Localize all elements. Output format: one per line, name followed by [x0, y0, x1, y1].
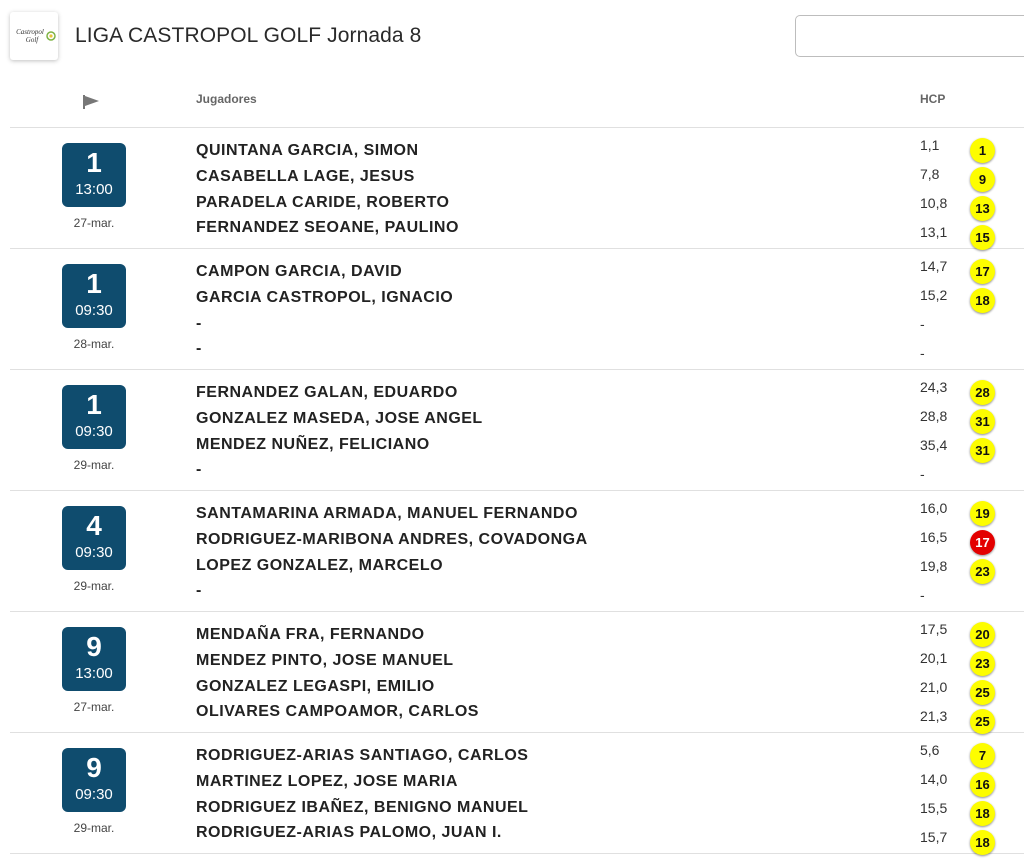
handicap-row	[920, 677, 1020, 706]
player-name[interactable]: -	[196, 314, 202, 332]
player-name[interactable]: MENDEZ PINTO, JOSE MANUEL	[196, 651, 454, 669]
handicap-index: -	[920, 345, 925, 361]
flag-icon	[82, 95, 100, 109]
starting-hole: 9	[86, 631, 102, 662]
sun-icon	[47, 32, 55, 40]
playing-handicap-badge: 17	[970, 530, 995, 555]
tee-date: 27-mar.	[73, 700, 115, 714]
handicap-list	[920, 256, 1020, 372]
handicap-index: -	[920, 316, 925, 332]
starting-hole: 4	[86, 510, 102, 541]
handicap-index: 28,8	[920, 408, 948, 424]
tee-date: 27-mar.	[73, 216, 115, 230]
handicap-index: 14,7	[920, 258, 948, 274]
header	[0, 0, 1024, 80]
club-logo-graphic	[10, 12, 58, 60]
handicap-index: 15,2	[920, 287, 948, 303]
handicap-row	[920, 406, 1020, 435]
player-name[interactable]: GONZALEZ LEGASPI, EMILIO	[196, 677, 435, 695]
handicap-row	[920, 798, 1020, 827]
handicap-row	[920, 827, 1020, 856]
player-name[interactable]: -	[196, 340, 202, 358]
player-name[interactable]: LOPEZ GONZALEZ, MARCELO	[196, 556, 444, 574]
club-logo[interactable]	[10, 12, 58, 60]
player-name[interactable]: QUINTANA GARCIA, SIMON	[196, 142, 419, 159]
playing-handicap-badge: 28	[970, 380, 995, 405]
handicap-index: 5,6	[920, 742, 940, 758]
handicap-row	[920, 740, 1020, 769]
player-name[interactable]: -	[196, 461, 202, 479]
logo-text-bottom: Golf	[25, 36, 39, 44]
handicap-index: 21,0	[920, 679, 948, 695]
tee-group[interactable]	[10, 491, 1024, 612]
starting-hole: 1	[86, 268, 102, 299]
player-name[interactable]: CASABELLA LAGE, JESUS	[196, 167, 415, 185]
player-name[interactable]: GARCIA CASTROPOL, IGNACIO	[196, 288, 454, 306]
tee-group[interactable]	[10, 249, 1024, 370]
handicap-index: 14,0	[920, 771, 948, 787]
player-name[interactable]: GONZALEZ MASEDA, JOSE ANGEL	[196, 409, 483, 427]
handicap-row	[920, 498, 1020, 527]
playing-handicap-badge: 15	[970, 225, 995, 250]
page-title: LIGA CASTROPOL GOLF Jornada 8	[75, 24, 422, 47]
handicap-index: 17,5	[920, 621, 948, 637]
handicap-index: 7,8	[920, 166, 940, 182]
handicap-row	[920, 285, 1020, 314]
tee-date: 28-mar.	[73, 337, 115, 351]
player-list	[196, 380, 483, 483]
tee-time: 13:00	[75, 665, 113, 682]
handicap-row	[920, 648, 1020, 677]
tee-time: 09:30	[75, 302, 113, 319]
tee-time-list	[10, 127, 1024, 854]
handicap-index: 24,3	[920, 379, 948, 395]
player-name[interactable]: RODRIGUEZ-ARIAS SANTIAGO, CARLOS	[196, 747, 529, 764]
starting-hole: 9	[86, 752, 102, 783]
tee-group[interactable]	[10, 733, 1024, 854]
tee-time: 09:30	[75, 423, 113, 440]
tee-time-box[interactable]	[62, 385, 126, 449]
playing-handicap-badge: 17	[970, 259, 995, 284]
player-list	[196, 622, 479, 725]
player-name[interactable]: -	[196, 582, 202, 600]
handicap-index: 1,1	[920, 137, 940, 153]
player-name[interactable]: RODRIGUEZ-ARIAS PALOMO, JUAN I.	[196, 824, 502, 842]
playing-handicap-badge: 25	[970, 680, 995, 705]
player-list	[196, 501, 588, 604]
playing-handicap-badge: 20	[970, 622, 995, 647]
player-name[interactable]: PARADELA CARIDE, ROBERTO	[196, 193, 450, 211]
handicap-row	[920, 314, 1020, 343]
handicap-row	[920, 619, 1020, 648]
column-header-hcp[interactable]: HCP	[920, 92, 946, 106]
column-header-players[interactable]: Jugadores	[196, 92, 257, 106]
search-input[interactable]	[795, 15, 1024, 57]
tee-time: 09:30	[75, 544, 113, 561]
playing-handicap-badge: 23	[970, 559, 995, 584]
playing-handicap-badge: 31	[970, 409, 995, 434]
playing-handicap-badge: 1	[970, 138, 995, 163]
handicap-index: 10,8	[920, 195, 948, 211]
handicap-row	[920, 256, 1020, 285]
handicap-list	[920, 135, 1020, 251]
player-list	[196, 743, 528, 846]
tee-group[interactable]	[10, 370, 1024, 491]
handicap-row	[920, 527, 1020, 556]
player-name[interactable]: FERNANDEZ SEOANE, PAULINO	[196, 219, 459, 237]
handicap-row	[920, 769, 1020, 798]
playing-handicap-badge: 25	[970, 709, 995, 734]
starting-hole: 1	[86, 389, 102, 420]
player-name[interactable]: MENDAÑA FRA, FERNANDO	[196, 626, 425, 643]
handicap-row	[920, 585, 1020, 614]
playing-handicap-badge: 18	[970, 801, 995, 826]
starting-hole: 1	[86, 147, 102, 178]
handicap-row	[920, 464, 1020, 493]
handicap-index: -	[920, 466, 925, 482]
tee-time-box[interactable]	[62, 143, 126, 207]
player-name[interactable]: MARTINEZ LOPEZ, JOSE MARIA	[196, 772, 458, 790]
handicap-index: 21,3	[920, 708, 948, 724]
player-name[interactable]: RODRIGUEZ IBAÑEZ, BENIGNO MANUEL	[196, 798, 529, 816]
tee-group[interactable]	[10, 612, 1024, 733]
player-name[interactable]: CAMPON GARCIA, DAVID	[196, 263, 403, 280]
handicap-index: 15,7	[920, 829, 948, 845]
player-list	[196, 259, 453, 362]
player-list	[196, 138, 459, 241]
player-name[interactable]: RODRIGUEZ-MARIBONA ANDRES, COVADONGA	[196, 530, 588, 548]
tee-date: 29-mar.	[73, 821, 115, 835]
tee-date: 29-mar.	[73, 458, 115, 472]
player-name[interactable]: FERNANDEZ GALAN, EDUARDO	[196, 384, 458, 401]
handicap-index: 16,5	[920, 529, 948, 545]
handicap-index: 20,1	[920, 650, 948, 666]
handicap-row	[920, 135, 1020, 164]
handicap-row	[920, 193, 1020, 222]
handicap-index: 15,5	[920, 800, 948, 816]
tee-date: 29-mar.	[73, 579, 115, 593]
playing-handicap-badge: 31	[970, 438, 995, 463]
playing-handicap-badge: 18	[970, 288, 995, 313]
player-name[interactable]: OLIVARES CAMPOAMOR, CARLOS	[196, 703, 479, 721]
playing-handicap-badge: 23	[970, 651, 995, 676]
tee-time-box[interactable]	[62, 264, 126, 328]
playing-handicap-badge: 13	[970, 196, 995, 221]
playing-handicap-badge: 7	[970, 743, 995, 768]
handicap-list	[920, 498, 1020, 614]
handicap-index: -	[920, 587, 925, 603]
tee-time-box[interactable]	[62, 627, 126, 691]
handicap-row	[920, 435, 1020, 464]
handicap-list	[920, 377, 1020, 493]
tee-time: 09:30	[75, 786, 113, 803]
handicap-list	[920, 740, 1020, 856]
logo-text-top: Castropol	[16, 28, 44, 36]
playing-handicap-badge: 19	[970, 501, 995, 526]
handicap-row	[920, 222, 1020, 251]
handicap-row	[920, 343, 1020, 372]
playing-handicap-badge: 9	[970, 167, 995, 192]
handicap-list	[920, 619, 1020, 735]
playing-handicap-badge: 16	[970, 772, 995, 797]
handicap-row	[920, 164, 1020, 193]
handicap-index: 19,8	[920, 558, 948, 574]
handicap-row	[920, 706, 1020, 735]
handicap-index: 16,0	[920, 500, 948, 516]
tee-time: 13:00	[75, 181, 113, 198]
handicap-row	[920, 556, 1020, 585]
tee-group[interactable]	[10, 128, 1024, 249]
tee-time-box[interactable]	[62, 748, 126, 812]
player-name[interactable]: SANTAMARINA ARMADA, MANUEL FERNANDO	[196, 505, 578, 522]
handicap-index: 35,4	[920, 437, 948, 453]
handicap-index: 13,1	[920, 224, 948, 240]
player-name[interactable]: MENDEZ NUÑEZ, FELICIANO	[196, 435, 430, 453]
handicap-row	[920, 377, 1020, 406]
tee-time-box[interactable]	[62, 506, 126, 570]
playing-handicap-badge: 18	[970, 830, 995, 855]
